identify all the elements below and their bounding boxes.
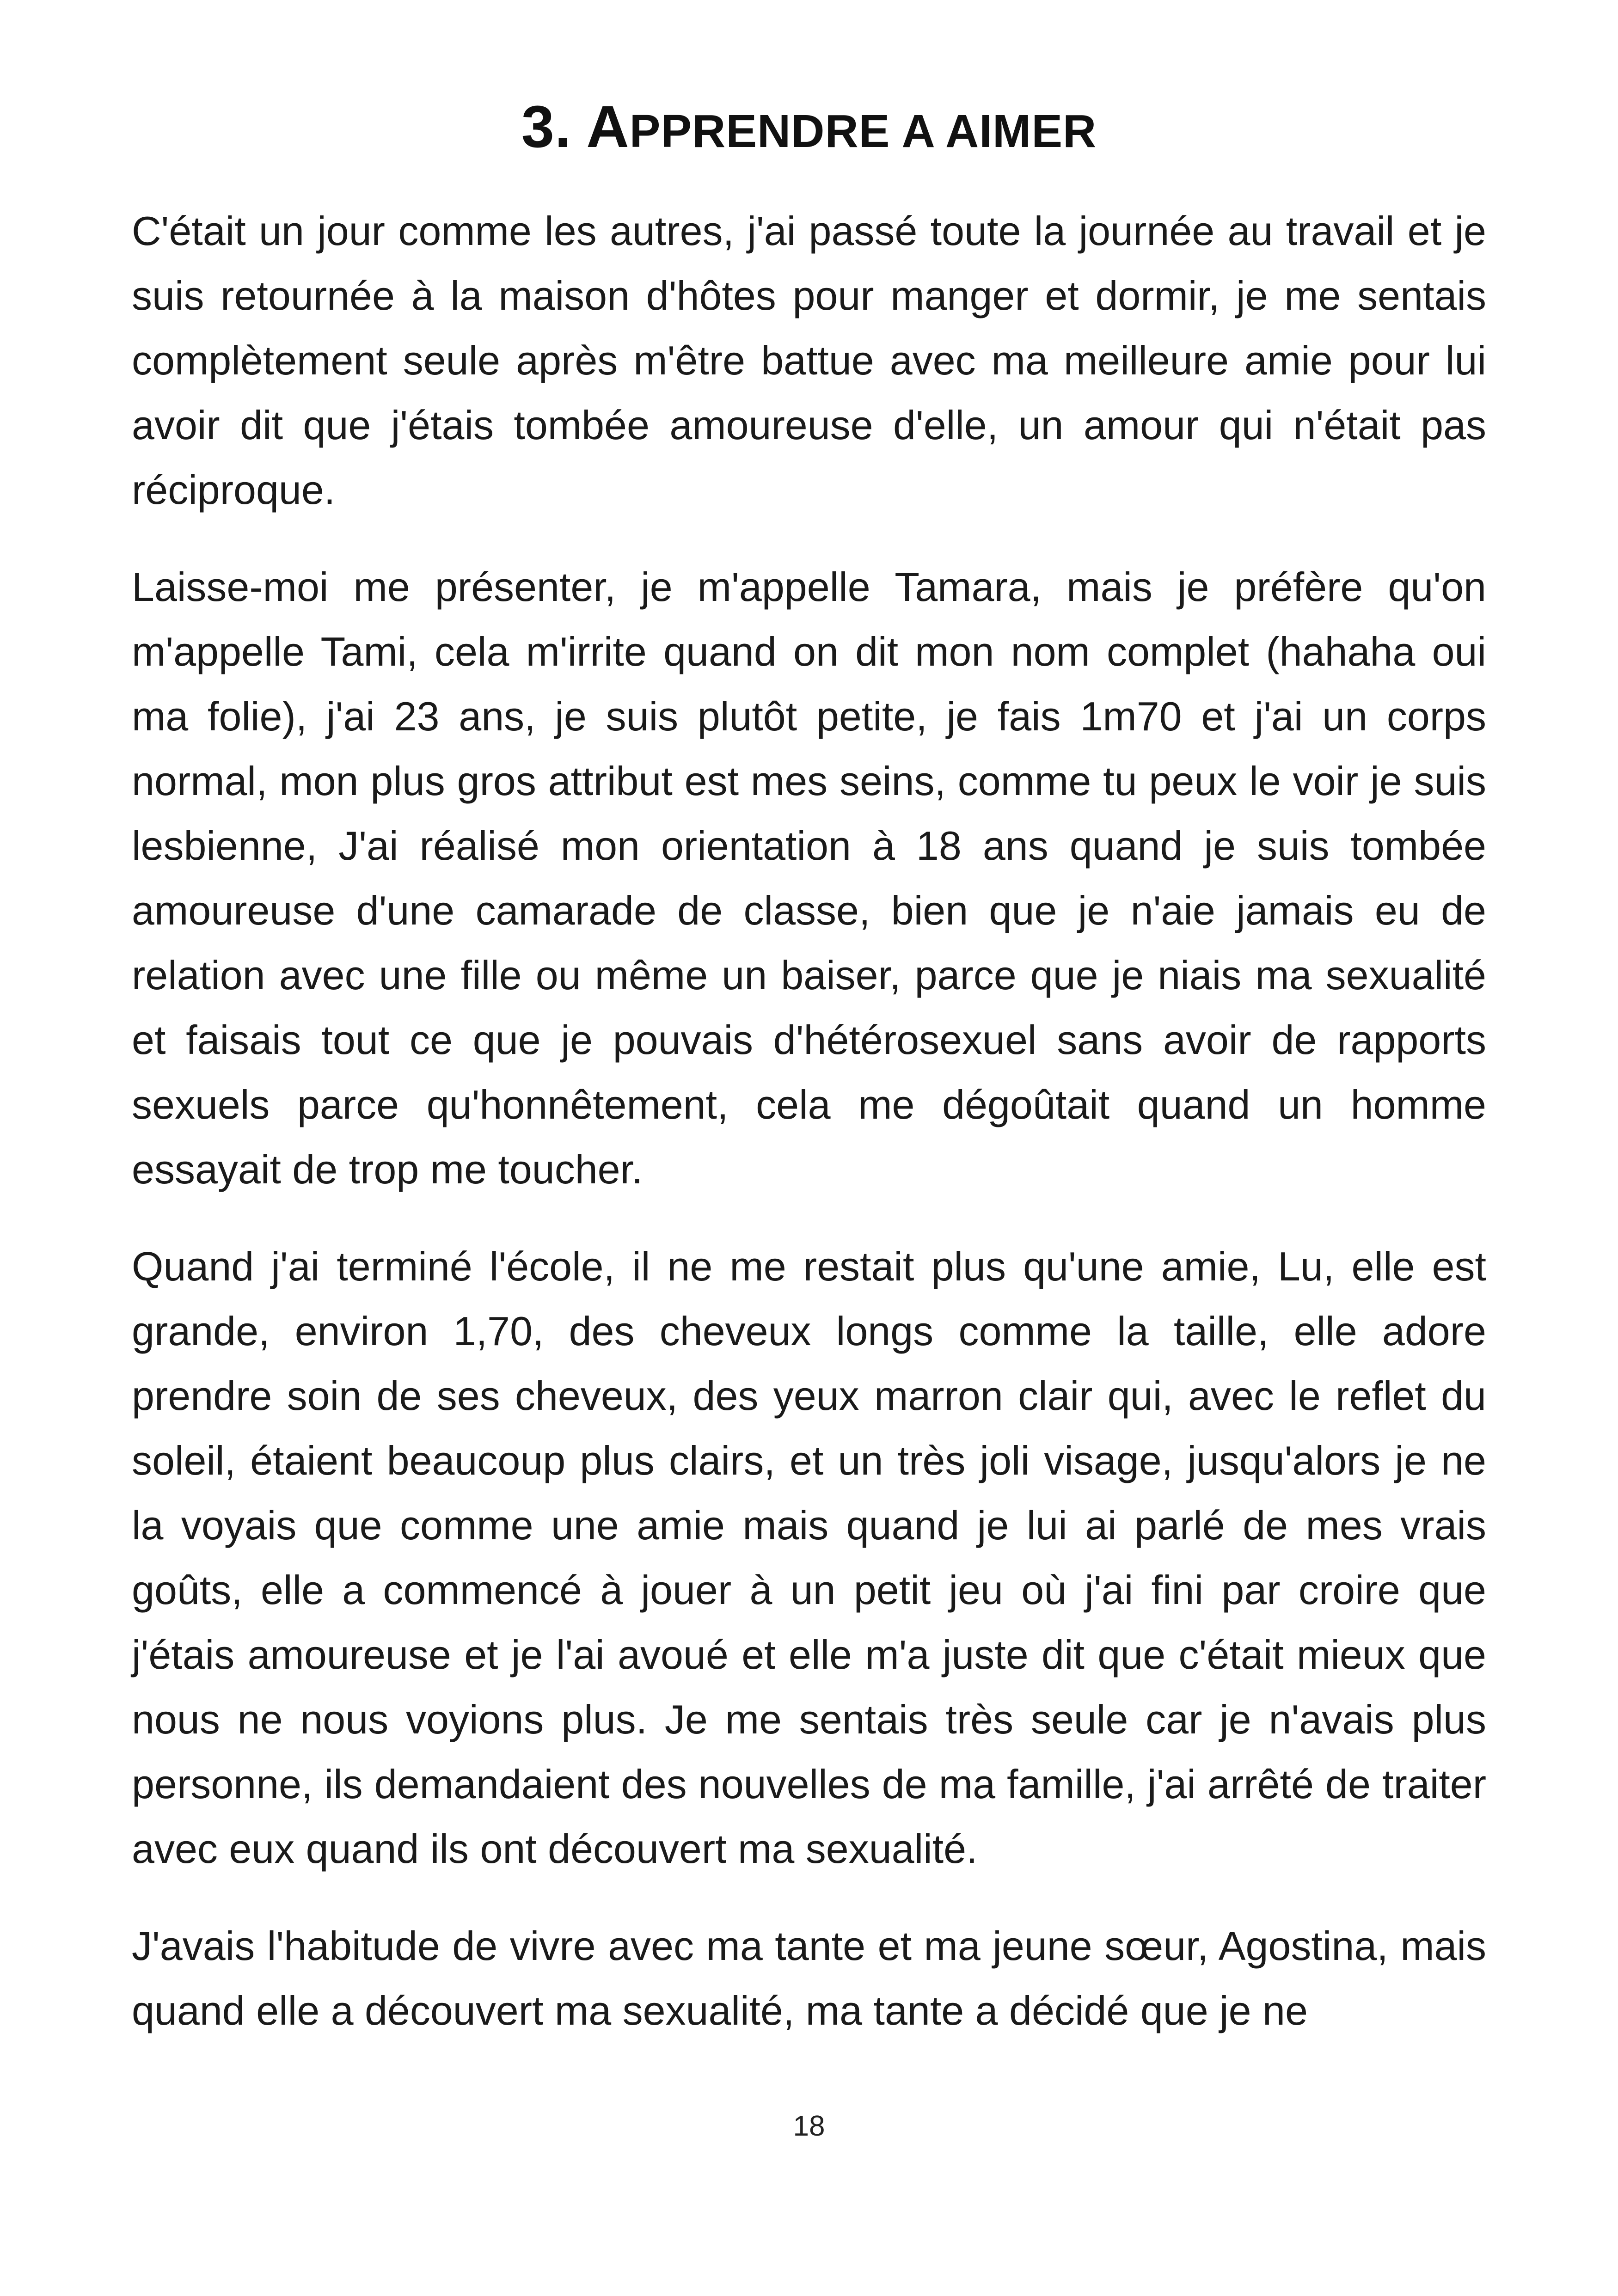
chapter-number: 3. — [521, 94, 572, 160]
paragraph: C'était un jour comme les autres, j'ai passé toute la journée au travail et je suis retournée à la maison d'hôtes pour manger et dormir, je me sentais complètement seule après m'être battue avec ma meilleure amie pour lui avoir dit que j'étais tombée amoureuse d'elle, un amour qui n'était pas réciproque. — [132, 208, 1486, 513]
paragraph: Quand j'ai terminé l'école, il ne me restait plus qu'une amie, Lu, elle est grande, environ 1,70, des cheveux longs comme la taille, elle adore prendre soin de ses cheveux, des yeux marron clair qui, avec le reflet du soleil, étaient beaucoup plus clairs, et un très joli visage, jusqu'alors je ne la voyais que comme une amie mais quand je lui ai parlé de mes vrais goûts, elle a commencé à jouer à un petit jeu où j'ai fini par croire que j'étais amoureuse et je l'ai avoué et elle m'a juste dit que c'était mieux que nous ne nous voyions plus. Je me sentais très seule car je n'avais plus personne, ils demandaient des nouvelles de ma famille, j'ai arrêté de traiter avec eux quand ils ont découvert ma sexualité. — [132, 1243, 1486, 1872]
paragraph: J'avais l'habitude de vivre avec ma tante et ma jeune sœur, Agostina, mais quand elle a découvert ma sexualité, ma tante a décidé que je ne — [132, 1923, 1486, 2033]
chapter-title — [0, 88, 1618, 171]
page-number: 18 — [793, 2110, 825, 2142]
paragraph: Laisse-moi me présenter, je m'appelle Tamara, mais je préfère qu'on m'appelle Tami, cela m'irrite quand on dit mon nom complet (hahaha oui ma folie), j'ai 23 ans, je suis plutôt petite, je fais 1m70 et j'ai un corps normal, mon plus gros attribut est mes seins, comme tu peux le voir je suis lesbienne, J'ai réalisé mon orientation à 18 ans quand je suis tombée amoureuse d'une camarade de classe, bien que je n'aie jamais eu de relation avec une fille ou même un baiser, parce que je niais ma sexualité et faisais tout ce que je pouvais d'hétérosexuel sans avoir de rapports sexuels parce qu'honnêtement, cela me dégoûtait quand un homme essayait de trop me toucher. — [132, 564, 1486, 1192]
body-text — [132, 199, 1486, 2043]
chapter-title-initial: A — [586, 94, 630, 160]
chapter-title-rest: PPRENDRE A AIMER — [629, 105, 1097, 157]
